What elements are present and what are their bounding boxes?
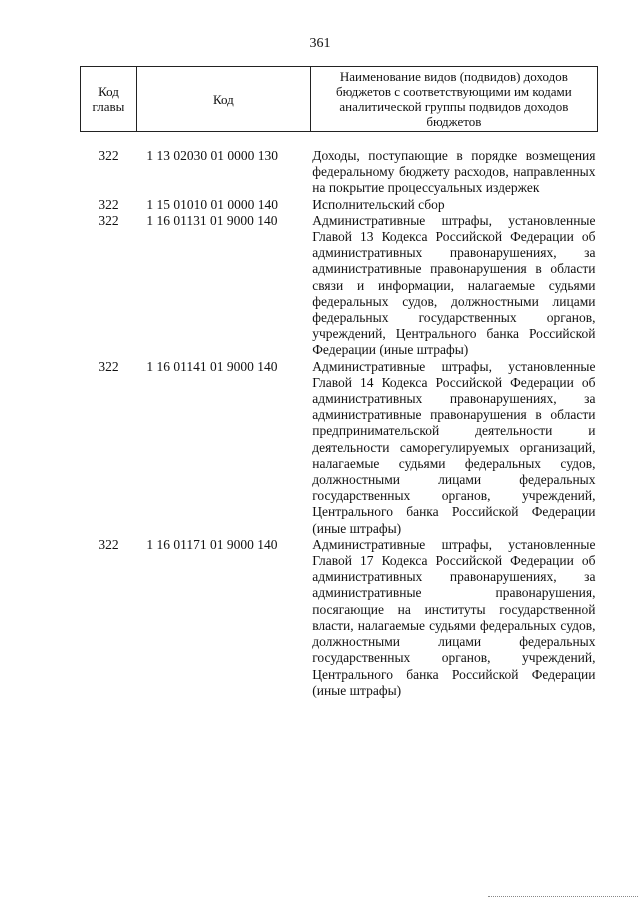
cell-head-code: 322 — [98, 148, 119, 163]
table-row — [81, 197, 598, 213]
cell-code: 1 16 01171 01 9000 140 — [146, 536, 278, 552]
cell-name: Административные штрафы, установленные Главой 17 Кодекса Российской Федерации об административных правонарушениях, за административные правонарушения, посягающие на институты государственной власти, налагаемые судьями федеральных судов, должностными лицами федеральных государственных органов, учреждений, Центрального банка Российской Федерации (иные штрафы) — [312, 536, 596, 698]
cell-code: 1 16 01131 01 9000 140 — [146, 212, 278, 228]
cell-name: Административные штрафы, установленные Главой 13 Кодекса Российской Федерации об административных правонарушениях, за административные правонарушения в области связи и информации, налагаемые судьями федеральных судов, должностными лицами федеральных государственных органов, учреждений, Центрального банка Российской Федерации (иные штрафы) — [312, 212, 596, 358]
cell-name: Исполнительский сбор — [312, 196, 445, 212]
scan-artifact-line — [488, 896, 638, 899]
cell-code: 1 15 01010 01 0000 140 — [146, 196, 279, 212]
table-spacer — [81, 132, 598, 149]
table-header-row — [81, 67, 598, 132]
header-name: Наименование видов (подвидов) доходов бюджетов с соответствующими им кодами аналитической группы подвидов доходов бюджетов — [310, 67, 597, 132]
cell-name: Административные штрафы, установленные Главой 14 Кодекса Российской Федерации об административных правонарушениях, за административные правонарушения в области предпринимательской деятельности и деятельности саморегулируемых организаций, налагаемые судьями федеральных судов, должностными лицами федеральных государственных органов, учреждений, Центрального банка Российской Федерации (иные штрафы) — [312, 358, 596, 536]
page-number: 361 — [309, 36, 331, 51]
cell-name: Доходы, поступающие в порядке возмещения федеральному бюджету расходов, направленных на покрытие процессуальных издержек — [312, 148, 596, 196]
cell-head-code: 322 — [98, 212, 119, 228]
cell-head-code: 322 — [98, 196, 119, 212]
revenue-codes-table — [80, 66, 598, 699]
header-head-code: Код главы — [81, 67, 137, 132]
cell-code: 1 16 01141 01 9000 140 — [146, 358, 278, 374]
header-code: Код — [136, 67, 310, 132]
table-row — [81, 359, 598, 537]
table-row — [81, 213, 598, 359]
cell-code: 1 13 02030 01 0000 130 — [146, 148, 279, 163]
cell-head-code: 322 — [98, 536, 119, 552]
cell-head-code: 322 — [98, 358, 119, 374]
table-row — [81, 537, 598, 699]
table-row — [81, 148, 598, 197]
